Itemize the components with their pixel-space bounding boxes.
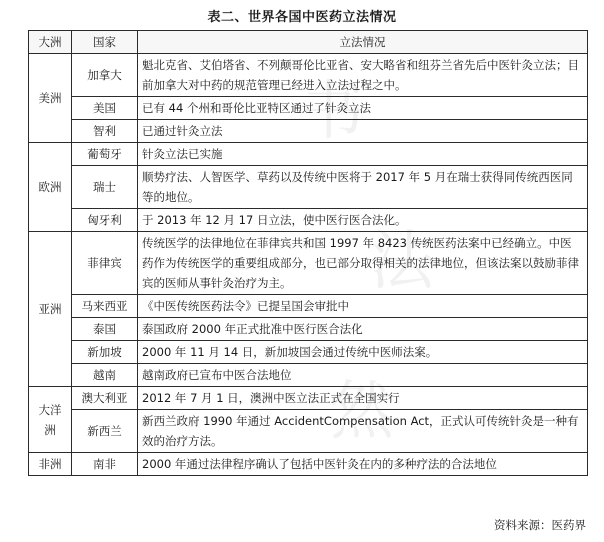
country-cell: 越南 [72, 364, 138, 387]
header-row [29, 31, 588, 54]
country-cell: 泰国 [72, 318, 138, 341]
header-status: 立法情况 [138, 31, 588, 54]
country-cell: 澳大利亚 [72, 387, 138, 410]
watermark-glyph: 法 [370, 225, 434, 299]
country-cell: 新西兰 [72, 410, 138, 453]
country-cell: 匈牙利 [72, 209, 138, 232]
country-cell: 南非 [72, 453, 138, 476]
table-row [29, 97, 588, 120]
status-cell: 已通过针灸立法 [138, 120, 588, 143]
table-title: 表二、世界各国中医药立法情况 [207, 10, 397, 25]
continent-cell: 非洲 [29, 453, 72, 476]
table-row [29, 209, 588, 232]
continent-line: 大洋 [38, 402, 62, 417]
watermark-glyph: 然 [330, 375, 394, 449]
country-cell: 瑞士 [72, 166, 138, 209]
status-cell: 魁北克省、艾伯塔省、不列颠哥伦比亚省、安大略省和纽芬兰省先后中医针灸立法；目前加拿大对中药的规范管理已经进入立法过程之中。 [138, 54, 588, 97]
continent-line: 洲 [44, 422, 56, 437]
table-row [29, 341, 588, 364]
continent-cell [29, 387, 72, 453]
country-cell: 智利 [72, 120, 138, 143]
source-note: 资料来源：医药界 [494, 518, 586, 532]
country-cell: 马来西亚 [72, 295, 138, 318]
continent-cell: 欧洲 [29, 143, 72, 232]
status-cell: 针灸立法已实施 [138, 143, 588, 166]
table-row [29, 143, 588, 166]
header-country: 国家 [72, 31, 138, 54]
table-row [29, 453, 588, 476]
table-row [29, 295, 588, 318]
continent-cell: 亚洲 [29, 232, 72, 387]
country-cell: 加拿大 [72, 54, 138, 97]
watermark-glyph: 书 [300, 75, 364, 149]
table-row [29, 410, 588, 453]
status-cell: 传统医学的法律地位在菲律宾共和国 1997 年 8423 传统医药法案中已经确立。中医药作为传统医学的重要组成部分，也已部分取得相关的法律地位，但该法案以鼓励菲律宾的医师从事针灸治疗为主。 [138, 232, 588, 295]
header-continent: 大洲 [29, 31, 72, 54]
status-cell: 2000 年通过法律程序确认了包括中医针灸在内的多种疗法的合法地位 [138, 453, 588, 476]
table-row [29, 364, 588, 387]
status-cell: 新西兰政府 1990 年通过 AccidentCompensation Act，正式认可传统针灸是一种有效的治疗方法。 [138, 410, 588, 453]
country-cell: 新加坡 [72, 341, 138, 364]
status-cell: 2012 年 7 月 1 日，澳洲中医立法正式在全国实行 [138, 387, 588, 410]
country-cell: 菲律宾 [72, 232, 138, 295]
status-cell: 2000 年 11 月 14 日，新加坡国会通过传统中医师法案。 [138, 341, 588, 364]
status-cell: 已有 44 个州和哥伦比亚特区通过了针灸立法 [138, 97, 588, 120]
status-cell: 顺势疗法、人智医学、草药以及传统中医将于 2017 年 5 月在瑞士获得同传统西医同等的地位。 [138, 166, 588, 209]
country-cell: 葡萄牙 [72, 143, 138, 166]
table-row [29, 54, 588, 97]
continent-cell: 美洲 [29, 54, 72, 143]
table-row [29, 387, 588, 410]
table-row [29, 166, 588, 209]
status-cell: 泰国政府 2000 年正式批准中医行医合法化 [138, 318, 588, 341]
status-cell: 于 2013 年 12 月 17 日立法，使中医行医合法化。 [138, 209, 588, 232]
table-row [29, 120, 588, 143]
table-row [29, 232, 588, 295]
country-cell: 美国 [72, 97, 138, 120]
table-row [29, 318, 588, 341]
legislation-table [28, 30, 588, 476]
status-cell: 《中医传统医药法令》已提呈国会审批中 [138, 295, 588, 318]
status-cell: 越南政府已宣布中医合法地位 [138, 364, 588, 387]
